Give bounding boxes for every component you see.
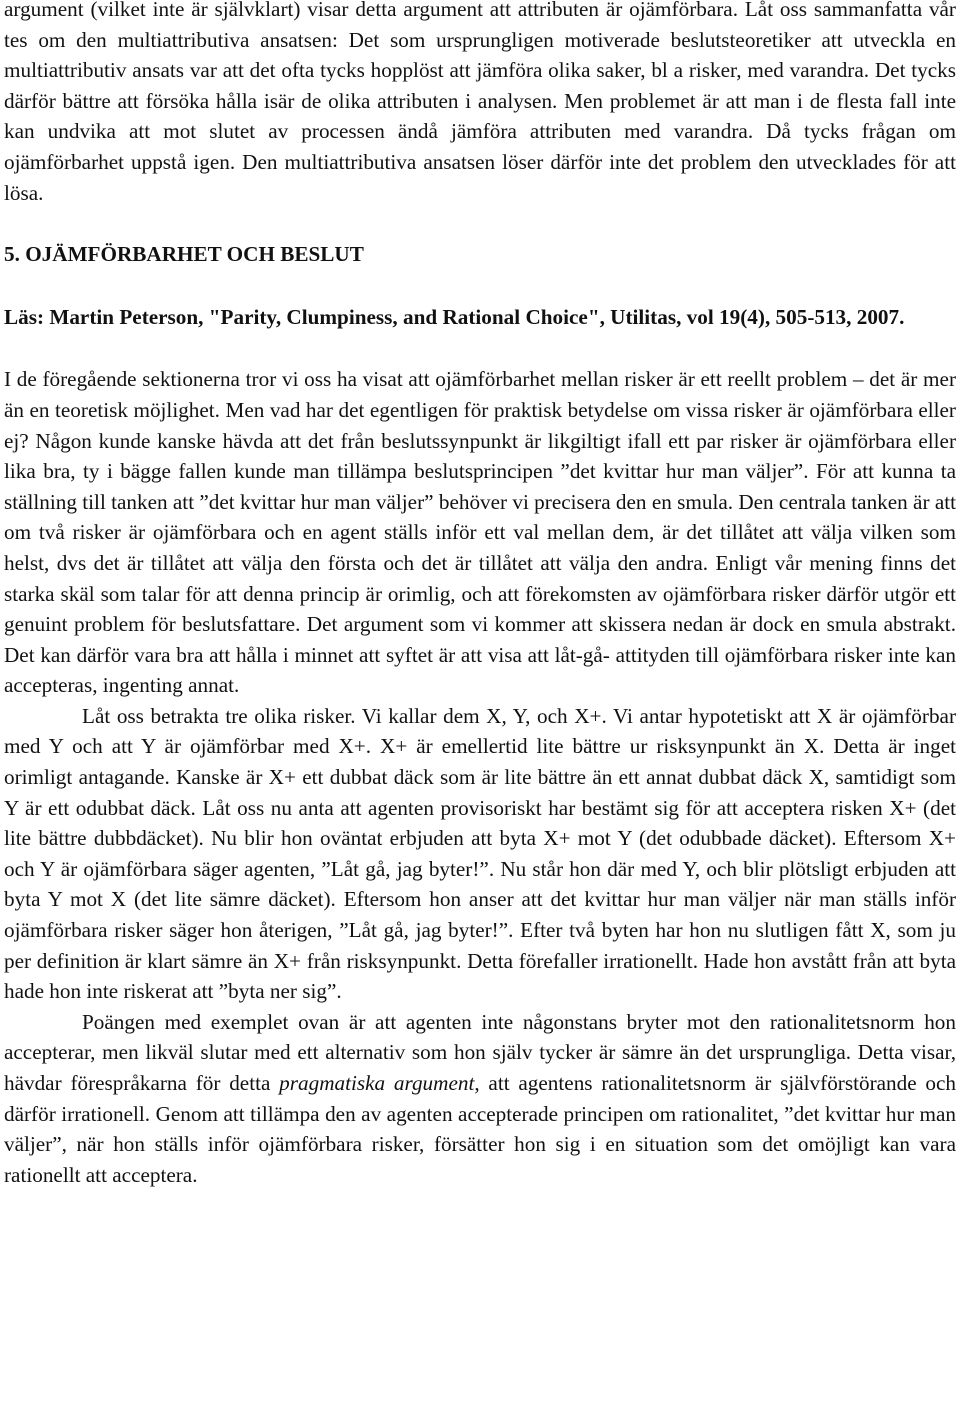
body-paragraph-1: I de föregående sektionerna tror vi oss ha visat att ojämförbarhet mellan risker är ett reellt problem – det är mer än en teoretisk möjlighet. Men vad har det egentligen för praktisk betydelse om vissa risker är ojämförbara eller ej? Någon kunde kanske hävda att det från beslutssynpunkt är likgiltigt ifall ett par risker är ojämförbara eller lika bra, ty i bägge fallen kunde man tillämpa beslutsprincipen ”det kvittar hur man väljer”. För att kunna ta ställning till tanken att ”det kvittar hur man väljer” behöver vi precisera den en smula. Den centrala tanken är att om två risker är ojämförbara och en agent ställs inför ett val mellan dem, är det tillåtet att välja vilken som helst, dvs det är tillåtet att välja den första och det är tillåtet att välja den andra. Enligt vår mening finns det starka skäl som talar för att denna princip är orimlig, och att förekomsten av ojämförbara risker därför utgör ett genuint problem för beslutsfattare. Det argument som vi kommer att skissera nedan är dock en smula abstrakt. Det kan därför vara bra att hålla i minnet att syftet är att visa att låt-gå- attityden till ojämförbara risker inte kan accepteras, ingenting annat.: [4, 367, 956, 698]
intro-paragraph: argument (vilket inte är självklart) visar detta argument att attributen är ojämförbara. Låt oss sammanfatta vår tes om den multiattributiva ansatsen: Det som ursprungligen motiverade beslutsteoretiker att utveckla en multiattributiv ansats var att det ofta tycks hopplöst att jämföra olika saker, bl a risker, med varandra. Det tycks därför bättre att försöka hålla isär de olika attributen i analysen. Men problemet är att man i de flesta fall inte kan undvika att mot slutet av processen ändå jämföra attributen med varandra. Då tycks frågan om ojämförbarhet uppstå igen. Den multiattributiva ansatsen löser därför inte det problem den utvecklades för att lösa.: [4, 0, 956, 205]
paragraph-3-text-end: , att agentens rationalitetsnorm är självförstörande och därför irrationell. Genom att tillämpa den av agenten accepterade principen om rationalitet, ”det kvittar hur man väljer”, när hon ställs inför ojämförbara risker, försätter hon sig i en situation som det omöjligt kan vara rationellt att acceptera.: [4, 1071, 956, 1187]
reading-note: Läs: Martin Peterson, "Parity, Clumpiness, and Rational Choice", Utilitas, vol 19(4), 505-513, 2007.: [4, 304, 905, 329]
italic-term: pragmatiska argument: [279, 1071, 475, 1095]
section-heading: 5. OJÄMFÖRBARHET OCH BESLUT: [4, 242, 364, 267]
document-page: [4, 0, 956, 1190]
paragraph-3-text-start: Poängen med exemplet ovan är att agenten inte någonstans bryter mot den rationalitetsnorm hon accepterar, men likväl slutar med ett alternativ som hon själv tycker är sämre än det ursprungliga. Detta visar, hävdar förespråkarna för detta: [4, 1009, 956, 1095]
body-paragraph-2: Låt oss betrakta tre olika risker. Vi kallar dem X, Y, och X+. Vi antar hypotetiskt att X är ojämförbar med Y och att Y är ojämförbar med X+. X+ är emellertid lite bättre ur risksynpunkt än X. Detta är inget orimligt antagande. Kanske är X+ ett dubbat däck som är lite bättre än ett annat dubbat däck X, samtidigt som Y är ett odubbat däck. Låt oss nu anta att agenten provisoriskt har bestämt sig för att acceptera risken X+ (det lite bättre dubbdäcket). Nu blir hon oväntat erbjuden att byta X+ mot Y (det odubbade däcket). Eftersom X+ och Y är ojämförbara säger agenten, ”Låt gå, jag byter!”. Nu står hon där med Y, och blir plötsligt erbjuden att byta Y mot X (det lite sämre däcket). Eftersom hon anser att det kvittar hur man väljer när man ställs inför ojämförbara risker säger hon återigen, ”Låt gå, jag byter!”. Efter två byten har hon nu slutligen fått X, som ju per definition är klart sämre än X+ från risksynpunkt. Detta förefaller irrationellt. Hade hon avstått från att byta hade hon inte riskerat att ”byta ner sig”.: [4, 703, 956, 1004]
body-paragraph-3: [4, 1007, 956, 1191]
